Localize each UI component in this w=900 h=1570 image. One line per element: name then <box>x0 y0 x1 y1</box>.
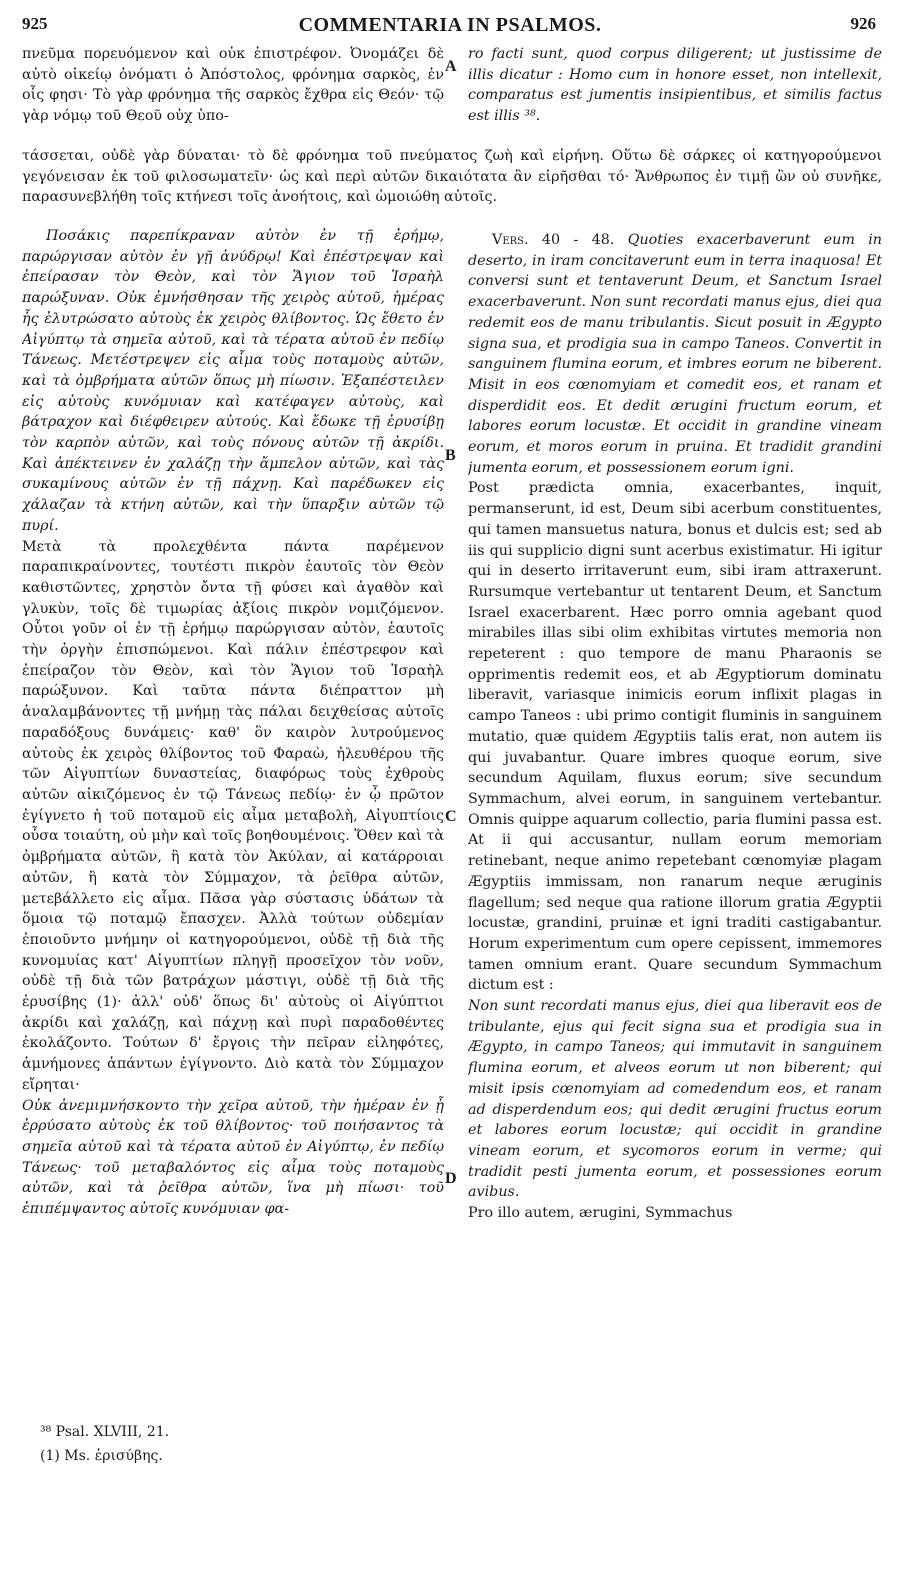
latin-psalm-verse: Quoties exacerbaverunt eum in deserto, in iram concitaverunt eum in terra inaquosa! Et conversi sunt et tentaverunt Deum, et Sanctum Israel exacerbaverunt. Non sunt recordati manus ejus, diei qua redemit eos de manu tribulantis. Sicut posuit in Ægypto signa sua, et prodigia sua in campo Taneos. Convertit in sanguinem flumina eorum, et imbres eorum ne biberent. Misit in eos cœnomyiam et comedit eos, et ranam et disperdidit eos. Et dedit ærugini fructum eorum, et labores eorum locustæ. Et occidit in grandine vineam eorum, et moros eorum in pruina. Et tradidit grandini jumenta eorum, et possessionem eorum igni. <box>468 232 882 476</box>
latin-commentary: Post prædicta omnia, exacerbantes, inquit, permanserunt, id est, Deum sibi acerbum constituentes, qui tamen mansuetus natura, bonus et dulcis est; sed ab iis qui supplicio digni sunt acerbus existimatur. Hi igitur qui in deserto irritaverunt eum, sibi iram attraxerunt. Rursumque vertebantur ut tentarent Deum, et Sanctum Israel exacerbarent. Hæc porro omnia agebant quod mirabiles illas sibi olim exhibitas virtutes memoria non repeterent : quo tempore de manu Pharaonis se opprimentis redemit eos, et ab Ægyptiorum dominatu liberavit, variasque inimicis eorum inflixit plagas in campo Taneos : ubi primo contigit fluminis in sanguinem mutatio, quæ quidem Ægyptiis talis erat, non autem iis qui juvabantur. Quare imbres quoque eorum, sive secundum Aquilam, fluxus eorum; sive secundum Symmachum, alvei eorum, in sanguinem vertebantur. Omnis quippe aquarum collectio, paria flumini passa est. At ii qui accusantur, nullam eorum memoriam retinebant, neque animo repetebant cœnomyiæ plagam Ægyptiis immissam, non ranarum neque æruginis flagellum; sed neque qua ratione illorum gratia Ægyptii locustæ, grandini, pruinæ et igni traditi castigabantur. Horum experimentum cum opere cepissent, immemores tamen omnium erant. Quare secundum Symmachum dictum est : <box>468 480 882 994</box>
verse-reference: Vers. 40 - 48. <box>492 232 615 248</box>
greek-paragraph-fullwidth: τάσσεται, οὐδὲ γὰρ δύναται· τὸ δὲ φρόνημα τοῦ πνεύματος ζωὴ καὶ εἰρήνη. Οὕτω δὲ σάρκες οἱ κατηγορούμενοι γεγόνεισαν ἐκ τοῦ φιλοσωματεῖν· ὡς καὶ περὶ αὐτῶν δικαιότατα ἂν εἰρῆσθαι τό· Ἄνθρωπος ἐν τιμῇ ὢν οὐ συνῆκε, παρασυνεβλήθη τοῖς κτήνεσι τοῖς ἀνοήτοις, καὶ ὡμοιώθη αὐτοῖς. <box>22 148 882 206</box>
footnote-38: ³⁸ Psal. XLVIII, 21. <box>40 1424 170 1440</box>
page-number-right: 926 <box>850 14 876 33</box>
latin-symmachus-quote: Non sunt recordati manus ejus, diei qua liberavit eos de tribulante, ejus qui fecit signa sua et prodigia sua in Ægypto, in campo Taneos; qui immutavit in sanguinem flumina eorum, et alveos eorum ut non biberent; qui misit ipsis cœnomyiam ad comedendum eos, et ranam ad disperdendum eos; qui dedit ærugini fructus eorum et labores eorum locustæ; qui occidit in grandine vineam eorum, et sycomoros eorum in verme; qui tradidit pesti jumenta eorum, et possessiones eorum avibus. <box>468 998 882 1201</box>
latin-psalm-verse-paragraph <box>468 230 882 478</box>
latin-ending: Pro illo autem, ærugini, Symmachus <box>468 1205 733 1222</box>
greek-paragraph-top: πνεῦμα πορευόμενον καὶ οὐκ ἐπιστρέφον. Ὀνομάζει δὲ αὐτὸ οἰκείῳ ὀνόματι ὁ Ἀπόστολος, φρόνημα σαρκὸς, ἐν οἷς φησι· Τὸ γὰρ φρόνημα τῆς σαρκὸς ἔχθρα εἰς Θεόν· τῷ γὰρ νόμῳ τοῦ Θεοῦ οὐχ ὑπο- <box>22 46 444 125</box>
greek-psalm-verse: Ποσάκις παρεπίκραναν αὐτὸν ἐν τῇ ἐρήμῳ, παρώργισαν αὐτὸν ἐν γῇ ἀνύδρῳ! Καὶ ἐπέστρεψαν καὶ ἐπείρασαν τὸν Θεὸν, καὶ τὸν Ἅγιον τοῦ Ἰσραὴλ παρώξυναν. Οὐκ ἐμνήσθησαν τῆς χειρὸς αὐτοῦ, ἡμέρας ἧς ἐλυτρώσατο αὐτοὺς ἐκ χειρὸς θλίβοντος. Ὡς ἔθετο ἐν Αἰγύπτῳ τὰ σημεῖα αὐτοῦ, καὶ τὰ τέρατα αὐτοῦ ἐν πεδίῳ Τάνεως. Μετέστρεψεν εἰς αἷμα τοὺς ποταμοὺς αὐτῶν, καὶ τὰ ὀμβρήματα αὐτῶν ὅπως μὴ πίωσιν. Ἐξαπέστειλεν εἰς αὐτοὺς κυνόμυιαν καὶ κατέφαγεν αὐτοὺς, καὶ βάτραχον καὶ διέφθειρεν αὐτούς. Καὶ ἔδωκε τῇ ἐρυσίβῃ τὸν καρπὸν αὐτῶν, καὶ τοὺς πόνους αὐτῶν τῇ ἀκρίδι. Καὶ ἀπέκτεινεν ἐν χαλάζῃ τὴν ἄμπελον αὐτῶν, καὶ τὰς συκαμίνους αὐτῶν ἐν τῇ πάχνῃ. Καὶ παρέδωκεν εἰς χάλαζαν τὰ κτήνη αὐτῶν, καὶ τὴν ὕπαρξιν αὐτῶν τῷ πυρί. <box>22 228 444 534</box>
greek-fullwidth-block <box>22 146 882 212</box>
page-number-left: 925 <box>22 14 48 33</box>
footnote-1: (1) Ms. ἐρισύβης. <box>40 1448 163 1464</box>
running-header <box>0 14 900 40</box>
latin-paragraph-top: ro facti sunt, quod corpus diligerent; ut justissime de illis dicatur : Homo cum in honore esset, non intellexit, comparatus est jumentis insipientibus, et similis factus est illis ³⁸. <box>468 46 882 125</box>
greek-symmachus-quote: Οὐκ ἀνεμιμνήσκοντο τὴν χεῖρα αὐτοῦ, τὴν ἡμέραν ἐν ᾗ ἐρρύσατο αὐτοὺς ἐκ τοῦ θλίβοντος· τοῦ ποιήσαντος τὰ σημεῖα αὐτοῦ καὶ τὰ τέρατα αὐτοῦ ἐν Αἰγύπτῳ, ἐν πεδίῳ Τάνεως· τοῦ μεταβαλόντος εἰς αἷμα τοὺς ποταμοὺς αὐτῶν, καὶ τὰ ῥεῖθρα αὐτῶν, ἵνα μὴ πίωσι· τοῦ ἐπιπέμψαντος αὐτοῖς κυνόμυιαν φα- <box>22 1097 444 1218</box>
latin-column-top <box>468 44 882 144</box>
greek-column-main <box>22 226 444 1406</box>
margin-letter-d: D <box>445 1170 457 1187</box>
latin-column-main <box>468 230 882 1410</box>
greek-column-top <box>22 44 444 144</box>
running-title: COMMENTARIA IN PSALMOS. <box>298 14 602 36</box>
margin-letter-b: B <box>445 447 456 464</box>
greek-commentary: Μετὰ τὰ προλεχθέντα πάντα παρέμενον παραπικραίνοντες, τουτέστι πικρὸν ἑαυτοῖς τὸν Θεὸν καθιστῶντες, χρηστὸν ὄντα τῇ φύσει καὶ ἀγαθὸν καὶ γλυκὺν, τοῖς δὲ τιμωρίας ἀξίοις πικρὸν νομιζόμενον. Οὗτοι γοῦν οἱ ἐν τῇ ἐρήμῳ παρώργισαν αὐτὸν, ἑαυτοῖς τὴν ὀργὴν ἐπισπώμενοι. Καὶ πάλιν ἐπέστρεφον καὶ ἐπείραζον τὸν Θεὸν, καὶ τὸν Ἅγιον τοῦ Ἰσραὴλ παρώξυνον. Καὶ ταῦτα πάντα διέπραττον μὴ ἀναλαμβάνοντες τῇ μνήμῃ τὰς πάλαι δειχθείσας αὐτοῖς παραδόξους δυνάμεις· καθ' ὃν καιρὸν λυτρούμενος αὐτοὺς ἐκ χειρὸς θλίβοντος τοῦ Φαραὼ, ἠλευθέρου τῆς τῶν Αἰγυπτίων δυναστείας, διαφόρως τοὺς ἐχθροὺς αὐτῶν αἰκιζόμενος ἐν τῷ Τάνεως πεδίῳ· ἐν ᾧ πρῶτον ἐγίγνετο ἡ τοῦ ποταμοῦ εἰς αἷμα μεταβολὴ, Αἰγυπτίοις οὖσα τοιαύτη, οὐ μὴν καὶ τοῖς βοηθουμένοις. Ὅθεν καὶ τὰ ὀμβρήματα αὐτῶν, ἢ κατὰ τὸν Ἀκύλαν, αἱ κατάρροιαι αὐτῶν, ἢ κατὰ τὸν Σύμμαχον, τὰ ῥεῖθρα αὐτῶν, μετεβάλλετο εἰς αἷμα. Πᾶσα γὰρ σύστασις ὑδάτων τὰ ὅμοια τῷ ποταμῷ ἔπασχεν. Ἀλλὰ τούτων οὐδεμίαν ἐποιοῦντο μνήμην οἱ κατηγορούμενοι, οὐδὲ τῇ διὰ τῆς κυνομυίας κατ' Αἰγυπτίων πληγῇ προσεῖχον τὸν νοῦν, οὐδὲ τῇ διὰ τῶν βατράχων μάστιγι, οὐδὲ τῇ διὰ τῆς ἐρυσίβης (1)· ἀλλ' οὐδ' ὅπως δι' αὐτοὺς οἱ Αἰγύπτιοι ἀκρίδι καὶ χαλάζῃ, καὶ πάχνῃ καὶ πυρὶ παραδοθέντες ἐκολάζοντο. Τούτων δ' ἔργοις τὴν πεῖραν εἰληφότες, ἀμνήμονες ἁπάντων ἐγίγνοντο. Διὸ κατὰ τὸν Σύμμαχον εἴρηται· <box>22 538 444 1093</box>
footnotes <box>40 1420 440 1468</box>
margin-letter-c: C <box>445 808 457 825</box>
margin-letter-a: A <box>445 58 457 75</box>
